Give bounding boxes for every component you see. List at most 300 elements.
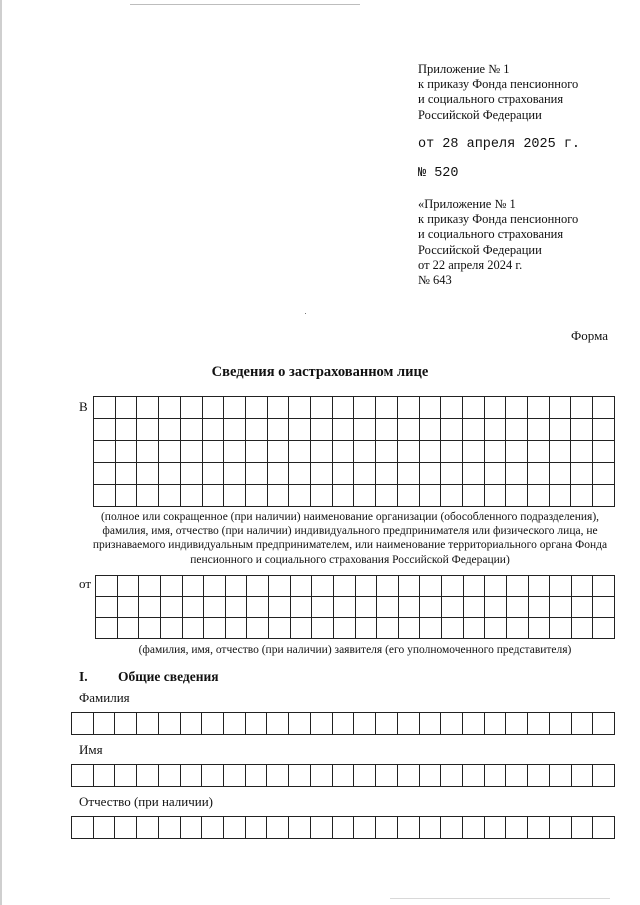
document-title: Сведения о застрахованном лице xyxy=(211,364,429,380)
letter-cell[interactable] xyxy=(377,618,399,639)
letter-cell[interactable] xyxy=(312,597,334,618)
letter-cell[interactable] xyxy=(180,765,202,787)
appendix-line: Российской Федерации xyxy=(418,242,542,257)
letter-cell[interactable] xyxy=(484,713,506,735)
scan-artifact-bottom xyxy=(390,898,610,899)
letter-cell[interactable] xyxy=(180,817,202,839)
letter-cell[interactable] xyxy=(419,397,441,419)
letter-cell[interactable] xyxy=(419,713,441,735)
firstname-field[interactable] xyxy=(71,764,615,787)
letter-cell[interactable] xyxy=(137,817,159,839)
letter-cell[interactable] xyxy=(333,618,355,639)
letter-cell[interactable] xyxy=(419,817,441,839)
letter-cell[interactable] xyxy=(419,419,441,441)
letter-cell[interactable] xyxy=(376,713,398,735)
letter-cell[interactable] xyxy=(549,463,571,485)
letter-cell[interactable] xyxy=(137,441,159,463)
letter-cell[interactable] xyxy=(484,765,506,787)
appendix-line: Приложение № 1 xyxy=(418,62,510,76)
letter-cell[interactable] xyxy=(332,441,354,463)
appendix-line: и социального страхования xyxy=(418,227,564,242)
letter-cell[interactable] xyxy=(225,618,247,639)
letter-cell[interactable] xyxy=(485,576,507,597)
letter-cell[interactable] xyxy=(224,463,246,485)
letter-cell[interactable] xyxy=(332,419,354,441)
letter-cell[interactable] xyxy=(290,618,312,639)
letter-cell[interactable] xyxy=(354,397,376,419)
letter-cell[interactable] xyxy=(506,618,528,639)
letter-cell[interactable] xyxy=(245,397,267,419)
letter-cell[interactable] xyxy=(484,441,506,463)
letter-cell[interactable] xyxy=(332,713,354,735)
appendix-header-old xyxy=(418,197,578,288)
letter-cell[interactable] xyxy=(332,817,354,839)
firstname-label: Имя xyxy=(79,742,103,757)
page-edge xyxy=(0,0,2,905)
letter-cell[interactable] xyxy=(289,419,311,441)
letter-cell[interactable] xyxy=(528,397,550,419)
letter-cell[interactable] xyxy=(571,765,593,787)
grid-row xyxy=(94,485,615,507)
letter-cell[interactable] xyxy=(180,713,202,735)
letter-cell[interactable] xyxy=(137,463,159,485)
letter-cell[interactable] xyxy=(247,618,269,639)
letter-cell[interactable] xyxy=(202,485,224,507)
letter-cell[interactable] xyxy=(549,765,571,787)
letter-cell[interactable] xyxy=(376,419,398,441)
letter-cell[interactable] xyxy=(72,817,94,839)
letter-cell[interactable] xyxy=(289,397,311,419)
letter-cell[interactable] xyxy=(289,485,311,507)
letter-cell[interactable] xyxy=(506,397,528,419)
form-label: Форма xyxy=(571,328,608,343)
grid-row xyxy=(94,419,615,441)
letter-cell[interactable] xyxy=(463,597,485,618)
letter-cell[interactable] xyxy=(441,419,463,441)
letter-cell[interactable] xyxy=(376,765,398,787)
letter-cell[interactable] xyxy=(528,713,550,735)
letter-cell[interactable] xyxy=(354,713,376,735)
letter-cell[interactable] xyxy=(225,576,247,597)
surname-field[interactable] xyxy=(71,712,615,735)
letter-cell[interactable] xyxy=(311,419,333,441)
letter-cell[interactable] xyxy=(290,597,312,618)
letter-cell[interactable] xyxy=(571,397,593,419)
letter-cell[interactable] xyxy=(355,597,377,618)
letter-cell[interactable] xyxy=(180,419,202,441)
letter-cell[interactable] xyxy=(593,419,615,441)
letter-cell[interactable] xyxy=(93,817,115,839)
letter-cell[interactable] xyxy=(267,463,289,485)
letter-cell[interactable] xyxy=(93,765,115,787)
letter-cell[interactable] xyxy=(549,441,571,463)
letter-cell[interactable] xyxy=(485,597,507,618)
letter-cell[interactable] xyxy=(139,576,161,597)
letter-cell[interactable] xyxy=(593,618,615,639)
letter-cell[interactable] xyxy=(462,713,484,735)
letter-cell[interactable] xyxy=(312,576,334,597)
patronymic-field[interactable] xyxy=(71,816,615,839)
grid-row xyxy=(94,441,615,463)
letter-cell[interactable] xyxy=(442,597,464,618)
letter-cell[interactable] xyxy=(202,441,224,463)
letter-cell[interactable] xyxy=(549,397,571,419)
letter-cell[interactable] xyxy=(462,485,484,507)
letter-cell[interactable] xyxy=(139,618,161,639)
section-title: Общие сведения xyxy=(118,669,219,684)
letter-cell[interactable] xyxy=(528,817,550,839)
letter-cell[interactable] xyxy=(484,419,506,441)
letter-cell[interactable] xyxy=(139,597,161,618)
letter-cell[interactable] xyxy=(462,765,484,787)
letter-cell[interactable] xyxy=(159,397,181,419)
letter-cell[interactable] xyxy=(528,765,550,787)
letter-cell[interactable] xyxy=(441,817,463,839)
letter-cell[interactable] xyxy=(354,441,376,463)
letter-cell[interactable] xyxy=(397,463,419,485)
letter-cell[interactable] xyxy=(571,618,593,639)
letter-cell[interactable] xyxy=(441,485,463,507)
letter-cell[interactable] xyxy=(571,817,593,839)
letter-cell[interactable] xyxy=(267,419,289,441)
letter-cell[interactable] xyxy=(484,397,506,419)
letter-cell[interactable] xyxy=(159,485,181,507)
scan-speck xyxy=(305,313,306,314)
letter-cell[interactable] xyxy=(593,397,615,419)
letter-cell[interactable] xyxy=(311,397,333,419)
recipient-caption: (полное или сокращенное (при наличии) наименование организации (обособленного подразделения), фамилия, имя, отчество (при наличии) индивидуального предпринимателя или физического лица, не признаваемого индивидуальным предпринимателем, или наименование территориального органа Фонда пенсионного и социального страхования Российской Федерации) xyxy=(92,511,608,566)
letter-cell[interactable] xyxy=(528,485,550,507)
letter-cell[interactable] xyxy=(159,441,181,463)
appendix-line: и социального страхования xyxy=(418,92,564,107)
letter-cell[interactable] xyxy=(332,765,354,787)
letter-cell[interactable] xyxy=(202,713,224,735)
letter-cell[interactable] xyxy=(245,485,267,507)
letter-cell[interactable] xyxy=(397,441,419,463)
letter-cell[interactable] xyxy=(377,597,399,618)
letter-cell[interactable] xyxy=(332,463,354,485)
letter-cell[interactable] xyxy=(593,485,615,507)
letter-cell[interactable] xyxy=(420,597,442,618)
letter-cell[interactable] xyxy=(94,441,116,463)
letter-cell[interactable] xyxy=(115,713,137,735)
letter-cell[interactable] xyxy=(355,618,377,639)
letter-cell[interactable] xyxy=(550,618,572,639)
letter-cell[interactable] xyxy=(224,817,246,839)
letter-cell[interactable] xyxy=(137,485,159,507)
letter-cell[interactable] xyxy=(528,576,550,597)
letter-cell[interactable] xyxy=(549,817,571,839)
letter-cell[interactable] xyxy=(311,441,333,463)
letter-cell[interactable] xyxy=(267,765,289,787)
letter-cell[interactable] xyxy=(117,597,139,618)
letter-cell[interactable] xyxy=(137,397,159,419)
letter-cell[interactable] xyxy=(397,397,419,419)
order-date: от 28 апреля 2025 г. xyxy=(418,137,581,152)
letter-cell[interactable] xyxy=(462,397,484,419)
letter-cell[interactable] xyxy=(289,463,311,485)
letter-cell[interactable] xyxy=(571,597,593,618)
letter-cell[interactable] xyxy=(117,618,139,639)
applicant-grid[interactable] xyxy=(95,575,615,639)
letter-cell[interactable] xyxy=(182,597,204,618)
letter-cell[interactable] xyxy=(593,597,615,618)
letter-cell[interactable] xyxy=(289,765,311,787)
letter-cell[interactable] xyxy=(528,597,550,618)
letter-cell[interactable] xyxy=(267,441,289,463)
letter-cell[interactable] xyxy=(224,485,246,507)
letter-cell[interactable] xyxy=(419,463,441,485)
letter-cell[interactable] xyxy=(224,765,246,787)
letter-cell[interactable] xyxy=(267,485,289,507)
letter-cell[interactable] xyxy=(182,618,204,639)
letter-cell[interactable] xyxy=(94,397,116,419)
surname-label: Фамилия xyxy=(79,690,130,705)
letter-cell[interactable] xyxy=(180,463,202,485)
appendix-line: «Приложение № 1 xyxy=(418,197,516,211)
letter-cell[interactable] xyxy=(159,463,181,485)
letter-cell[interactable] xyxy=(593,765,615,787)
letter-cell[interactable] xyxy=(354,463,376,485)
letter-cell[interactable] xyxy=(376,485,398,507)
letter-cell[interactable] xyxy=(311,463,333,485)
letter-cell[interactable] xyxy=(550,597,572,618)
letter-cell[interactable] xyxy=(462,817,484,839)
letter-cell[interactable] xyxy=(204,618,226,639)
letter-cell[interactable] xyxy=(245,713,267,735)
letter-cell[interactable] xyxy=(93,713,115,735)
letter-cell[interactable] xyxy=(247,597,269,618)
patronymic-label: Отчество (при наличии) xyxy=(79,794,214,809)
letter-cell[interactable] xyxy=(224,713,246,735)
letter-cell[interactable] xyxy=(158,713,180,735)
letter-cell[interactable] xyxy=(245,817,267,839)
letter-cell[interactable] xyxy=(528,618,550,639)
letter-cell[interactable] xyxy=(115,485,137,507)
letter-cell[interactable] xyxy=(442,576,464,597)
letter-cell[interactable] xyxy=(224,441,246,463)
grid-row xyxy=(94,463,615,485)
letter-cell[interactable] xyxy=(96,597,118,618)
letter-cell[interactable] xyxy=(441,463,463,485)
letter-cell[interactable] xyxy=(225,597,247,618)
scan-artifact-top xyxy=(130,4,360,5)
letter-cell[interactable] xyxy=(72,765,94,787)
letter-cell[interactable] xyxy=(528,441,550,463)
letter-cell[interactable] xyxy=(180,485,202,507)
letter-cell[interactable] xyxy=(528,419,550,441)
letter-cell[interactable] xyxy=(115,817,137,839)
letter-cell[interactable] xyxy=(462,419,484,441)
letter-cell[interactable] xyxy=(419,485,441,507)
letter-cell[interactable] xyxy=(506,817,528,839)
letter-cell[interactable] xyxy=(419,441,441,463)
letter-cell[interactable] xyxy=(333,576,355,597)
letter-cell[interactable] xyxy=(398,618,420,639)
letter-cell[interactable] xyxy=(312,618,334,639)
letter-cell[interactable] xyxy=(506,463,528,485)
letter-cell[interactable] xyxy=(354,419,376,441)
appendix-line: от 22 апреля 2024 г. xyxy=(418,257,523,272)
appendix-header-new xyxy=(418,62,578,123)
recipient-lead: В xyxy=(79,399,88,414)
letter-cell[interactable] xyxy=(442,618,464,639)
letter-cell[interactable] xyxy=(202,419,224,441)
letter-cell[interactable] xyxy=(571,463,593,485)
letter-cell[interactable] xyxy=(204,576,226,597)
letter-cell[interactable] xyxy=(289,713,311,735)
letter-cell[interactable] xyxy=(180,397,202,419)
letter-cell[interactable] xyxy=(550,576,572,597)
letter-cell[interactable] xyxy=(224,419,246,441)
letter-cell[interactable] xyxy=(441,713,463,735)
letter-cell[interactable] xyxy=(484,817,506,839)
letter-cell[interactable] xyxy=(354,817,376,839)
letter-cell[interactable] xyxy=(204,597,226,618)
letter-cell[interactable] xyxy=(528,463,550,485)
letter-cell[interactable] xyxy=(96,618,118,639)
letter-cell[interactable] xyxy=(72,713,94,735)
letter-cell[interactable] xyxy=(182,576,204,597)
letter-cell[interactable] xyxy=(441,765,463,787)
letter-cell[interactable] xyxy=(115,463,137,485)
letter-cell[interactable] xyxy=(420,576,442,597)
letter-cell[interactable] xyxy=(506,419,528,441)
letter-cell[interactable] xyxy=(158,817,180,839)
letter-cell[interactable] xyxy=(420,618,442,639)
letter-cell[interactable] xyxy=(160,597,182,618)
section-number: I. xyxy=(79,669,88,684)
letter-cell[interactable] xyxy=(94,485,116,507)
letter-cell[interactable] xyxy=(441,397,463,419)
letter-cell[interactable] xyxy=(506,765,528,787)
letter-cell[interactable] xyxy=(310,765,332,787)
letter-cell[interactable] xyxy=(506,597,528,618)
letter-cell[interactable] xyxy=(202,463,224,485)
letter-cell[interactable] xyxy=(397,817,419,839)
letter-cell[interactable] xyxy=(355,576,377,597)
recipient-grid[interactable] xyxy=(93,396,615,507)
letter-cell[interactable] xyxy=(310,817,332,839)
letter-cell[interactable] xyxy=(376,397,398,419)
letter-cell[interactable] xyxy=(419,765,441,787)
letter-cell[interactable] xyxy=(289,441,311,463)
letter-cell[interactable] xyxy=(376,441,398,463)
letter-cell[interactable] xyxy=(332,397,354,419)
letter-cell[interactable] xyxy=(593,713,615,735)
letter-cell[interactable] xyxy=(245,419,267,441)
letter-cell[interactable] xyxy=(158,765,180,787)
letter-cell[interactable] xyxy=(159,419,181,441)
letter-cell[interactable] xyxy=(290,576,312,597)
letter-cell[interactable] xyxy=(398,597,420,618)
letter-cell[interactable] xyxy=(269,597,291,618)
letter-cell[interactable] xyxy=(484,485,506,507)
letter-cell[interactable] xyxy=(96,576,118,597)
grid-row xyxy=(72,817,615,839)
grid-row xyxy=(72,713,615,735)
letter-cell[interactable] xyxy=(506,485,528,507)
letter-cell[interactable] xyxy=(506,576,528,597)
letter-cell[interactable] xyxy=(202,765,224,787)
letter-cell[interactable] xyxy=(397,713,419,735)
letter-cell[interactable] xyxy=(354,485,376,507)
letter-cell[interactable] xyxy=(593,576,615,597)
letter-cell[interactable] xyxy=(269,576,291,597)
letter-cell[interactable] xyxy=(571,419,593,441)
letter-cell[interactable] xyxy=(571,485,593,507)
letter-cell[interactable] xyxy=(115,765,137,787)
letter-cell[interactable] xyxy=(94,463,116,485)
letter-cell[interactable] xyxy=(571,713,593,735)
letter-cell[interactable] xyxy=(593,441,615,463)
letter-cell[interactable] xyxy=(571,576,593,597)
letter-cell[interactable] xyxy=(137,713,159,735)
letter-cell[interactable] xyxy=(463,576,485,597)
letter-cell[interactable] xyxy=(549,419,571,441)
letter-cell[interactable] xyxy=(332,485,354,507)
letter-cell[interactable] xyxy=(593,463,615,485)
letter-cell[interactable] xyxy=(117,576,139,597)
letter-cell[interactable] xyxy=(115,397,137,419)
letter-cell[interactable] xyxy=(549,485,571,507)
letter-cell[interactable] xyxy=(549,713,571,735)
letter-cell[interactable] xyxy=(333,597,355,618)
letter-cell[interactable] xyxy=(269,618,291,639)
letter-cell[interactable] xyxy=(267,713,289,735)
letter-cell[interactable] xyxy=(160,576,182,597)
letter-cell[interactable] xyxy=(463,618,485,639)
letter-cell[interactable] xyxy=(267,817,289,839)
letter-cell[interactable] xyxy=(593,817,615,839)
letter-cell[interactable] xyxy=(160,618,182,639)
letter-cell[interactable] xyxy=(137,765,159,787)
letter-cell[interactable] xyxy=(397,765,419,787)
letter-cell[interactable] xyxy=(94,419,116,441)
letter-cell[interactable] xyxy=(376,463,398,485)
letter-cell[interactable] xyxy=(398,576,420,597)
letter-cell[interactable] xyxy=(462,463,484,485)
letter-cell[interactable] xyxy=(397,485,419,507)
letter-cell[interactable] xyxy=(202,817,224,839)
letter-cell[interactable] xyxy=(377,576,399,597)
letter-cell[interactable] xyxy=(245,765,267,787)
letter-cell[interactable] xyxy=(137,419,159,441)
letter-cell[interactable] xyxy=(115,419,137,441)
letter-cell[interactable] xyxy=(180,441,202,463)
letter-cell[interactable] xyxy=(310,713,332,735)
letter-cell[interactable] xyxy=(506,713,528,735)
letter-cell[interactable] xyxy=(245,441,267,463)
letter-cell[interactable] xyxy=(462,441,484,463)
letter-cell[interactable] xyxy=(484,463,506,485)
letter-cell[interactable] xyxy=(506,441,528,463)
letter-cell[interactable] xyxy=(376,817,398,839)
letter-cell[interactable] xyxy=(247,576,269,597)
letter-cell[interactable] xyxy=(267,397,289,419)
letter-cell[interactable] xyxy=(311,485,333,507)
letter-cell[interactable] xyxy=(571,441,593,463)
letter-cell[interactable] xyxy=(224,397,246,419)
letter-cell[interactable] xyxy=(485,618,507,639)
letter-cell[interactable] xyxy=(289,817,311,839)
letter-cell[interactable] xyxy=(202,397,224,419)
letter-cell[interactable] xyxy=(441,441,463,463)
letter-cell[interactable] xyxy=(397,419,419,441)
letter-cell[interactable] xyxy=(354,765,376,787)
letter-cell[interactable] xyxy=(245,463,267,485)
letter-cell[interactable] xyxy=(115,441,137,463)
